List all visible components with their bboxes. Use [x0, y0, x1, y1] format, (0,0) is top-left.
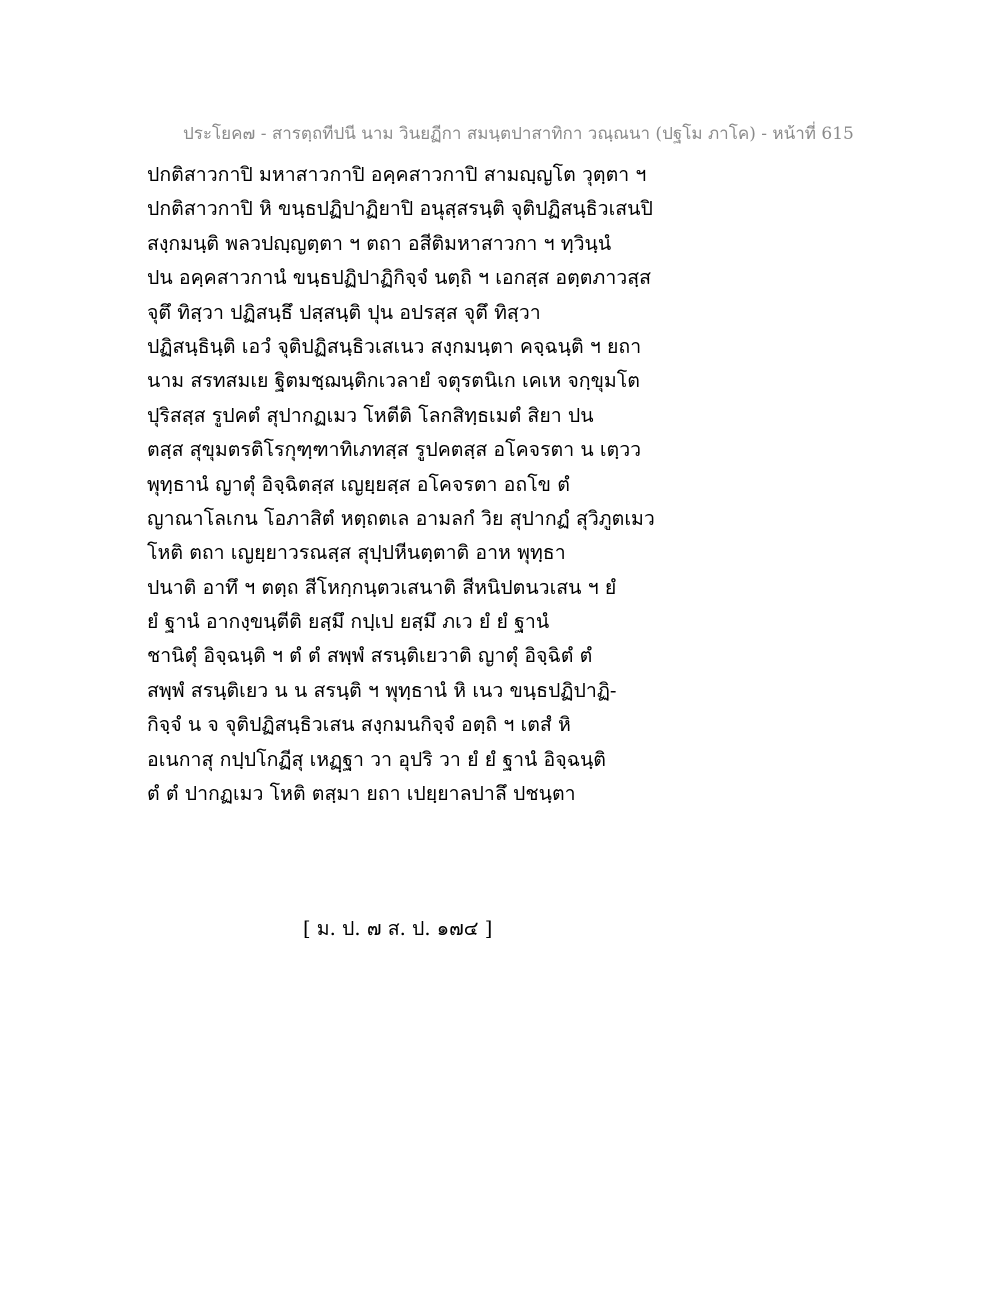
body-text: [147, 158, 867, 811]
text-line: ปกติสาวกาปิ หิ ขนฺธปฏิปาฏิยาปิ อนุสฺสรนฺติ จุติปฏิสนฺธิวเสนปิ: [147, 197, 653, 221]
text-line: อเนกาสุ กปฺปโกฏีสุ เหฏฺฐา วา อุปริ วา ยํ ยํ ฐานํ อิจฺฉนฺติ: [147, 747, 606, 771]
text-line: กิจฺจํ น จ จุติปฏิสนฺธิวเสน สงฺกมนกิจฺจํ อตฺถิ ฯ เตสํ หิ: [147, 713, 571, 737]
text-line: ปุริสสฺส รูปคตํ สุปากฏเมว โหตีติ โลกสิทฺธเมตํ สิยา ปน: [147, 403, 594, 427]
text-line: ปนาติ อาทึ ฯ ตตฺถ สีโหกฺกนฺตวเสนาติ สีหนิปตนวเสน ฯ ยํ: [147, 575, 617, 599]
text-line: สงฺกมนฺติ พลวปญฺญตฺตา ฯ ตถา อสีติมหาสาวกา ฯ ทฺวินฺนํ: [147, 231, 612, 255]
text-line: พุทฺธานํ ญาตุํ อิจฺฉิตสฺส เญยฺยสฺส อโคจรตา อถโข ตํ: [147, 472, 570, 496]
page-reference: [ ม. ป. ๗ ส. ป. ๑๗๔ ]: [303, 917, 493, 940]
text-line: ตํ ตํ ปากฏเมว โหติ ตสฺมา ยถา เปยฺยาลปาลึ ปชนฺตา: [147, 782, 576, 806]
text-line: ยํ ฐานํ อากงฺขนฺตีติ ยสฺมึ กปฺเป ยสฺมึ ภเว ยํ ยํ ฐานํ: [147, 610, 550, 634]
text-line: ปกติสาวกาปิ มหาสาวกาปิ อคฺคสาวกาปิ สามญฺญโต วุตฺตา ฯ: [147, 163, 647, 186]
text-line: ญาณาโลเกน โอภาสิตํ หตฺถตเล อามลกํ วิย สุปากฏํ สุวิภูตเมว: [147, 506, 655, 530]
text-line: จุตึ ทิสฺวา ปฏิสนฺธึ ปสฺสนฺติ ปุน อปรสฺส จุตึ ทิสฺวา: [147, 300, 541, 324]
text-line: สพฺพํ สรนฺติเยว น น สรนฺติ ฯ พุทฺธานํ หิ เนว ขนฺธปฏิปาฏิ-: [147, 678, 617, 702]
text-line: ชานิตุํ อิจฺฉนฺติ ฯ ตํ ตํ สพฺพํ สรนฺติเยวาติ ญาตุํ อิจฺฉิตํ ตํ: [147, 644, 593, 668]
text-line: ปน อคฺคสาวกานํ ขนฺธปฏิปาฏิกิจฺจํ นตฺถิ ฯ เอกสฺส อตฺตภาวสฺส: [147, 266, 652, 290]
text-line: ปฏิสนฺธินฺติ เอวํ จุติปฏิสนฺธิวเสเนว สงฺกมนฺตา คจฺฉนฺติ ฯ ยถา: [147, 334, 642, 358]
text-line: นาม สรทสมเย ฐิตมชฺฌนฺติกเวลายํ จตุรตนิเก เคเห จกฺขุมโต: [147, 369, 640, 393]
running-header: ประโยค๗ - สารตฺถทีปนี นาม วินยฏีกา สมนฺตปาสาทิกา วณฺณนา (ปฐโม ภาโค) - หน้าที่ 615: [183, 124, 854, 144]
text-line: โหติ ตถา เญยฺยาวรณสฺส สุปฺปหีนตฺตาติ อาห พุทฺธา: [147, 541, 566, 565]
text-line: ตสฺส สุขุมตรติโรกุฑฺฑาทิเภทสฺส รูปคตสฺส อโคจรตา น เตฺวว: [147, 438, 642, 462]
